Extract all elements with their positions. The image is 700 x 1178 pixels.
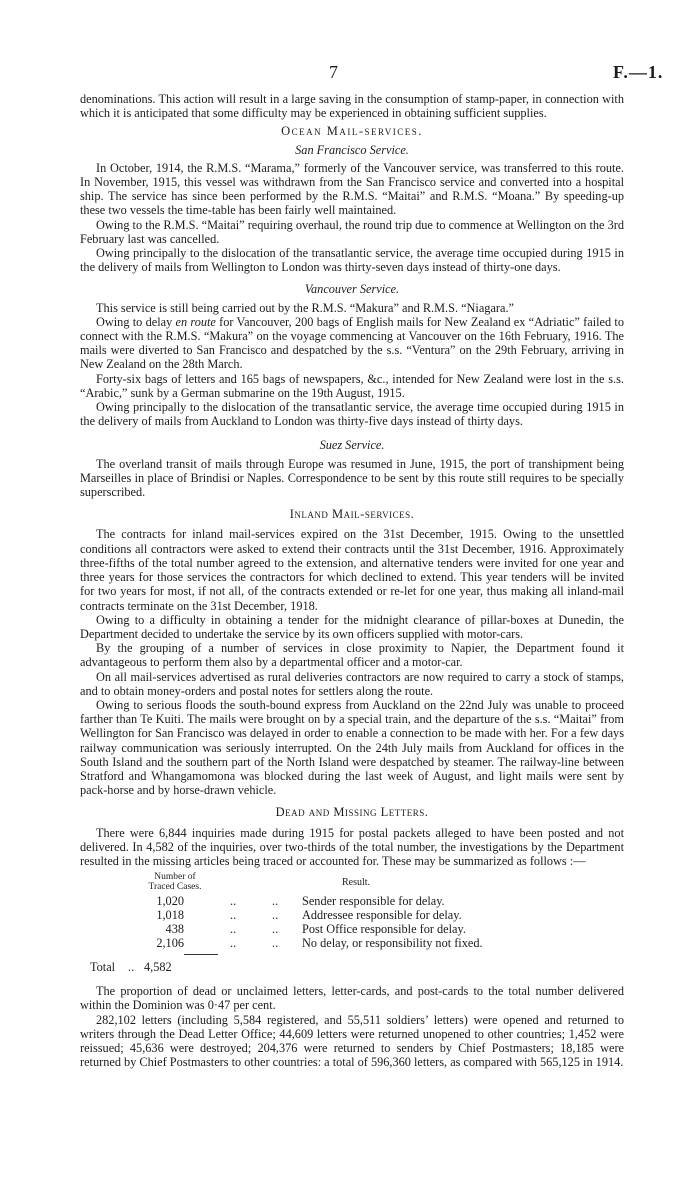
- vancouver-p2-italic: en route: [175, 314, 216, 329]
- inland-paragraph-3: By the grouping of a number of services in close proximity to Napier, the Department found it advantageous to perform them also by a departmental officer and a motor-car.: [80, 641, 624, 670]
- traced-count: 438: [165, 922, 184, 937]
- result-text: No delay, or responsibility not fixed.: [302, 936, 483, 951]
- table-row: 438 .. .. Post Office responsible for delay.: [142, 922, 622, 936]
- inland-paragraph-5: Owing to serious floods the south-bound express from Auckland on the 22nd July was unable to proceed farther than Te Kuiti. The mails were brought on by a special train, and the departure of the s.s. “Maitai” from Wellington for San Francisco was delayed in order to enable a connection to be made with her. For a few days railway communication was seriously interrupted. On the 24th July mails from Auckland for offices in the South Island and the southern part of the North Island were despatched by steamer. The railway-line between Stratford and Whangamomona was blocked during the last week of August, and light mails were sent by pack-horse and by horse-drawn vehicle.: [80, 697, 624, 798]
- heading-inland-mail-services: Inland Mail-services.: [289, 507, 415, 522]
- suez-paragraph-1: The overland transit of mails through Europe was resumed in June, 1915, the port of transhipment being Marseilles in place of Brindisi or Naples. Correspondence to be sent by this route still requires to be specially superscribed.: [80, 456, 624, 500]
- table-row: 2,106 .. .. No delay, or responsibility not fixed.: [142, 936, 622, 950]
- inland-paragraph-1: The contracts for inland mail-services expired on the 31st December, 1915. Owing to the unsettled conditions all contractors were asked to extend their contracts until the 31st December, 1916. Approximately three-fifths of the total number agreed to the extension, and alternative tenders were invited for one year and three years for those services the contractors for which declined to extend. This year tenders will be invited for two years for most, if not all, of the contracts extended or re-let for one year, thus making all inland-mail contracts terminate on the 31st December, 1918.: [80, 527, 624, 613]
- page-number: 7: [329, 62, 338, 82]
- total-rule: [184, 954, 218, 955]
- traced-count: 1,020: [156, 894, 184, 909]
- traced-cases-table: Number of Traced Cases. Result. 1,020 .. .. Sender responsible for delay. 1,018 .. .. Addressee responsible for delay. 438 .. .. Post Office responsible for delay. 2,106 .. .. No delay, or responsibility not fixed. Total .. 4,582: [80, 872, 624, 984]
- table-row: 1,018 .. .. Addressee responsible for delay.: [142, 908, 622, 922]
- intro-paragraph: denominations. This action will result in a large saving in the consumption of stamp-paper, in connection with which it is anticipated that some difficulty may be experienced in obtaining sufficient supplies.: [80, 92, 624, 121]
- table-row: 1,020 .. .. Sender responsible for delay.: [142, 894, 622, 908]
- total-label: Total: [90, 960, 116, 975]
- heading-ocean-mail-services: Ocean Mail-services.: [281, 124, 423, 139]
- vancouver-p2-start: Owing to delay: [96, 314, 176, 329]
- vancouver-paragraph-4: Owing principally to the dislocation of the transatlantic service, the average time occupied during 1915 in the delivery of mails from Auckland to London was thirty-five days instead of thirty days.: [80, 400, 624, 429]
- heading-suez-service: Suez Service.: [319, 438, 385, 453]
- result-text: Addressee responsible for delay.: [302, 908, 462, 923]
- inland-paragraph-2: Owing to a difficulty in obtaining a tender for the midnight clearance of pillar-boxes at Dunedin, the Department decided to undertake the service by its own officers supplied with motor-cars.: [80, 612, 624, 641]
- table-header-result: Result.: [342, 877, 371, 889]
- dead-paragraph-3: 282,102 letters (including 5,584 registered, and 55,511 soldiers’ letters) were opened and returned to writers through the Dead Letter Office; 44,609 letters were returned unopened to other countries; 1,452 were reissued; 45,636 were destroyed; 204,376 were returned to senders by Chief Postmasters; 18,185 were returned by Chief Postmasters to other countries: a total of 596,360 letters, as compared with 565,125 in 1914.: [80, 1012, 624, 1070]
- traced-count: 2,106: [156, 936, 184, 951]
- heading-dead-and-missing-letters: Dead and Missing Letters.: [275, 805, 429, 820]
- vancouver-paragraph-1: This service is still being carried out by the R.M.S. “Makura” and R.M.S. “Niagara.”: [96, 300, 514, 315]
- vancouver-p2-end: for Vancouver, 200 bags of English mails for New Zealand ex “Adriatic” failed to connect with the R.M.S. “Makura” on the voyage commencing at Vancouver on the 16th February, 1916. The mails were diverted to San Francisco and despatched by the s.s. “Ventura” on the 29th February, arriving in New Zealand on the 28th March.: [80, 314, 624, 372]
- sf-paragraph-2: Owing to the R.M.S. “Maitai” requiring overhaul, the round trip due to commence at Wellington on the 3rd February last was cancelled.: [80, 217, 624, 246]
- body-text: [80, 92, 624, 1069]
- dead-paragraph-1: There were 6,844 inquiries made during 1915 for postal packets alleged to have been posted and not delivered. In 4,582 of the inquiries, over two-thirds of the total number, the investigations by the Department resulted in the missing articles being traced or accounted for. These may be summarized as follows :—: [80, 825, 624, 868]
- heading-vancouver-service: Vancouver Service.: [304, 282, 400, 297]
- vancouver-paragraph-2: [80, 315, 624, 372]
- traced-count: 1,018: [156, 908, 184, 923]
- result-text: Post Office responsible for delay.: [302, 922, 466, 937]
- result-text: Sender responsible for delay.: [302, 894, 445, 909]
- total-value: 4,582: [144, 960, 172, 975]
- document-reference: F.—1.: [613, 62, 664, 82]
- heading-san-francisco-service: San Francisco Service.: [295, 142, 409, 157]
- dead-paragraph-2: The proportion of dead or unclaimed letters, letter-cards, and post-cards to the total number delivered within the Dominion was 0·47 per cent.: [80, 984, 624, 1013]
- sf-paragraph-3: Owing principally to the dislocation of the transatlantic service, the average time occupied during 1915 in the delivery of mails from Wellington to London was thirty-seven days instead of thirty-one days.: [80, 246, 624, 275]
- table-header-number: Number of Traced Cases.: [148, 872, 202, 893]
- vancouver-paragraph-3: Forty-six bags of letters and 165 bags of newspapers, &c., intended for New Zealand were lost in the s.s. “Arabic,” sunk by a German submarine on the 19th August, 1915.: [80, 371, 624, 400]
- sf-paragraph-1: In October, 1914, the R.M.S. “Marama,” formerly of the Vancouver service, was transferred to this route. In November, 1915, this vessel was withdrawn from the San Francisco service and converted into a hospital ship. The service has since been performed by the R.M.S. “Maitai” and R.M.S. “Moana.” By speeding-up these two vessels the time-table has been fairly well maintained.: [80, 160, 624, 218]
- inland-paragraph-4: On all mail-services advertised as rural deliveries contractors are now required to carry a stock of stamps, and to obtain money-orders and postal notes for settlers along the route.: [80, 669, 624, 698]
